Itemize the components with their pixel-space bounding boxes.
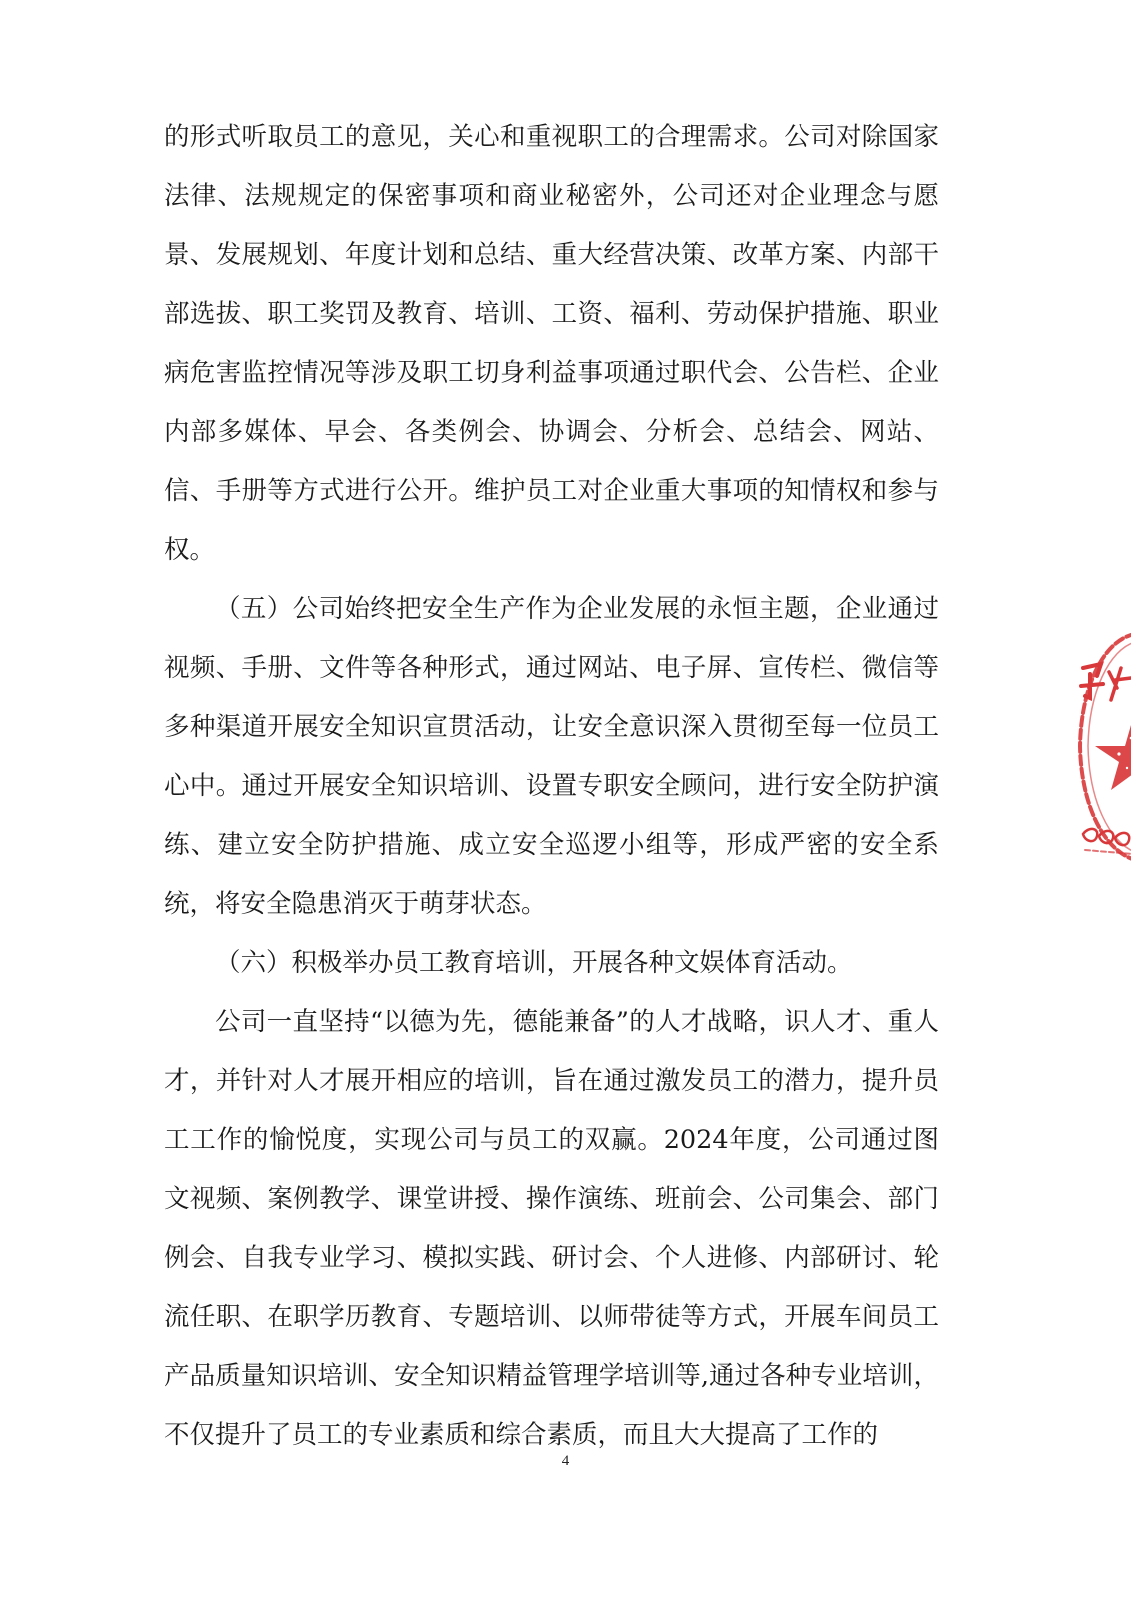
paragraph-1: 的形式听取员工的意见，关心和重视职工的合理需求。公司对除国家法律、法规规定的保密事项和商业秘密外，公司还对企业理念与愿景、发展规划、年度计划和总结、重大经营决策、改革方案、内部干部选拔、职工奖罚及教育、培训、工资、福利、劳动保护措施、职业病危害监控情况等涉及职工切身利益事项通过职代会、公告栏、企业内部多媒体、早会、各类例会、协调会、分析会、总结会、网站、信、手册等方式进行公开。维护员工对企业重大事项的知情权和参与权。: [164, 122, 939, 565]
paragraph-4: 公司一直坚持“以德为先，德能兼备”的人才战略，识人才、重人才，并针对人才展开相应的培训，旨在通过激发员工的潜力，提升员工工作的愉悦度，实现公司与员工的双赢。2024年度，公司通过图文视频、案例教学、课堂讲授、操作演练、班前会、公司集会、部门例会、自我专业学习、模拟实践、研讨会、个人进修、内部研讨、轮流任职、在职学历教育、专题培训、以师带徒等方式，开展车间员工产品质量知识培训、安全知识精益管理学培训等,通过各种专业培训，不仅提升了员工的专业素质和综合素质，而且大大提高了工作的: [164, 1007, 939, 1450]
company-seal-icon: [1075, 628, 1131, 868]
document-body: [164, 108, 939, 1465]
paragraph-3: （六）积极举办员工教育培训，开展各种文娱体育活动。: [215, 948, 853, 978]
page-number: 4: [561, 1453, 570, 1469]
paragraph-2: （五）公司始终把安全生产作为企业发展的永恒主题，企业通过视频、手册、文件等各种形式，通过网站、电子屏、宣传栏、微信等多种渠道开展安全知识宣贯活动，让安全意识深入贯彻至每一位员工心中。通过开展安全知识培训、设置专职安全顾问，进行安全防护演练、建立安全防护措施、成立安全巡逻小组等，形成严密的安全系统，将安全隐患消灭于萌芽状态。: [164, 594, 939, 919]
